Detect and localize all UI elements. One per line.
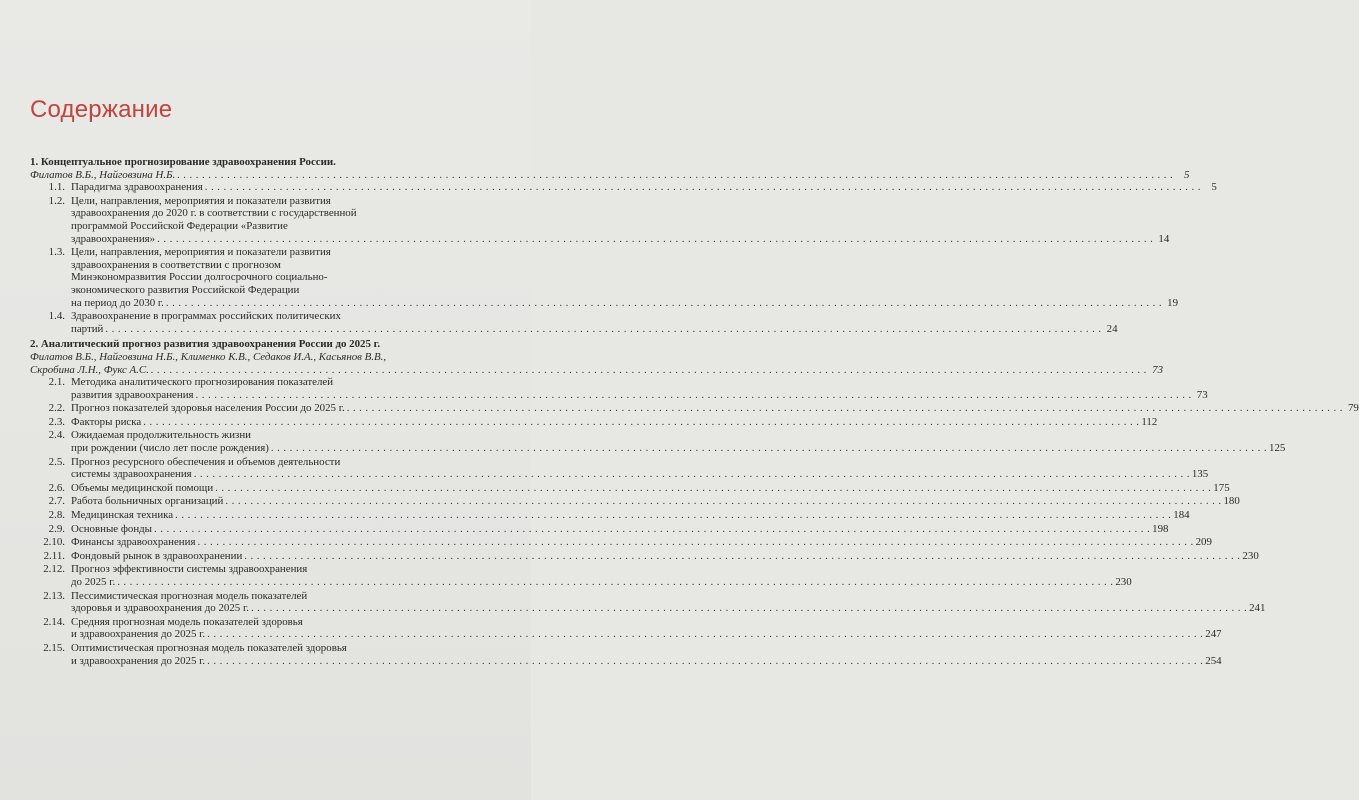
toc-leader-line <box>71 468 1208 481</box>
page-number: 230 <box>1115 576 1132 588</box>
toc-leader-line <box>71 442 1285 455</box>
toc-entry[interactable] <box>30 509 1190 522</box>
toc-entry[interactable] <box>30 481 1230 495</box>
section-title-line: здравоохранения в соответствии с прогнозом <box>71 258 281 271</box>
section-title-line: развития здравоохранения <box>71 388 194 401</box>
section-title-line: Ожидаемая продолжительность жизни <box>71 429 251 442</box>
toc-entry[interactable] <box>30 181 1217 194</box>
toc-entry[interactable] <box>30 246 1179 309</box>
section-title-line: Методика аналитического прогнозирования показателей <box>71 376 334 389</box>
page-number: 209 <box>1195 536 1212 549</box>
page-number: 175 <box>1213 481 1230 494</box>
toc-entry[interactable] <box>30 194 1170 245</box>
toc-leader-line <box>71 416 1157 429</box>
toc-leader-line <box>71 482 1230 495</box>
section-number: 1.3. <box>48 246 65 259</box>
section-number: 2.6. <box>48 481 65 494</box>
toc-leader-line <box>71 389 1208 402</box>
section-title-line: Прогноз ресурсного обеспечения и объемов деятельности <box>71 455 341 468</box>
page-number: 180 <box>1223 495 1240 508</box>
section-number: 2.14. <box>43 615 65 628</box>
page-number: 79 <box>1347 402 1359 415</box>
section-body <box>71 536 1212 549</box>
section-body <box>71 642 1222 667</box>
toc-entry[interactable] <box>30 615 1222 641</box>
dot-leader <box>166 297 1162 310</box>
toc-entry[interactable] <box>30 589 1266 615</box>
section-body <box>71 482 1230 495</box>
section-number: 2.8. <box>48 509 65 522</box>
section-title-line: Работа больничных организаций <box>71 495 224 508</box>
toc-entry[interactable] <box>30 402 1359 415</box>
toc-leader-line <box>71 655 1222 668</box>
section-title-line: Парадигма здравоохранения <box>71 181 203 194</box>
dot-leader <box>105 323 1101 336</box>
toc-entry[interactable] <box>30 563 1132 588</box>
section-title-line: при рождении (число лет после рождения) <box>71 442 269 455</box>
section-body <box>71 550 1259 563</box>
dot-leader <box>205 181 1201 194</box>
section-title-line: Финансы здравоохранения <box>71 536 196 549</box>
section-title-line: партий <box>71 322 104 335</box>
toc-leader-line <box>71 402 1359 415</box>
section-title-line: экономического развития Российской Федерации <box>71 283 300 296</box>
section-body <box>71 523 1169 536</box>
section-number: 1.4. <box>48 310 65 323</box>
section-title-line: и здравоохранения до 2025 г. <box>71 628 206 641</box>
toc-leader-line <box>71 602 1265 615</box>
dot-leader <box>225 495 1221 508</box>
chapter-title[interactable]: 2. Аналитический прогноз развития здравоохранения России до 2025 г. <box>30 338 381 351</box>
section-number: 2.12. <box>43 563 65 576</box>
section-number: 2.10. <box>43 536 65 549</box>
section-title-line: Прогноз эффективности системы здравоохранения <box>71 563 308 576</box>
section-title-line: Минэкономразвития России долгосрочного социально- <box>71 271 328 284</box>
toc-leader-line <box>71 181 1217 194</box>
toc-leader-line <box>71 628 1222 641</box>
dot-leader <box>207 655 1203 668</box>
section-title-line: до 2025 г. <box>71 576 116 588</box>
dot-leader <box>347 402 1343 415</box>
section-title-line: Основные фонды <box>71 522 153 535</box>
section-number: 2.9. <box>48 522 65 535</box>
chapter-authors <box>30 350 1164 376</box>
toc-leader-line <box>30 363 1164 377</box>
toc-entry[interactable] <box>30 415 1158 429</box>
section-title-line: на период до 2030 г. <box>71 296 164 309</box>
toc-entry[interactable] <box>30 429 1286 455</box>
toc-entry[interactable] <box>30 376 1208 401</box>
section-title-line: Фондовый рынок в здравоохранении <box>71 549 243 562</box>
section-number: 1.2. <box>48 194 65 207</box>
author-line: Филатов В.Б., Найговзина Н.Б. <box>30 168 176 181</box>
toc-leader-line <box>71 323 1118 336</box>
toc-leader-line <box>71 576 1132 589</box>
section-number: 2.13. <box>43 589 65 602</box>
section-body <box>71 495 1240 508</box>
section-body <box>71 310 1118 335</box>
page-number: 73 <box>1196 388 1208 401</box>
dot-leader <box>271 442 1267 455</box>
section-body <box>71 195 1169 245</box>
section-body <box>71 509 1190 522</box>
section-title-line: и здравоохранения до 2025 г. <box>71 654 206 667</box>
dot-leader <box>197 536 1193 549</box>
section-body <box>71 563 1132 588</box>
page-number: 112 <box>1141 415 1158 428</box>
dot-leader <box>194 468 1190 481</box>
toc-entry[interactable] <box>30 641 1222 667</box>
section-title-line: Здравоохранение в программах российских политических <box>71 310 341 323</box>
author-line: Скробина Л.Н., Фукс А.С. <box>30 363 149 376</box>
toc-leader-line <box>71 536 1212 549</box>
dot-leader <box>151 364 1147 377</box>
page-number: 241 <box>1249 602 1266 615</box>
page-number: 184 <box>1173 509 1190 522</box>
page-number: 5 <box>1183 168 1190 181</box>
section-body <box>71 402 1359 415</box>
dot-leader <box>244 550 1240 563</box>
page-number: 24 <box>1106 322 1118 335</box>
dot-leader <box>251 602 1247 615</box>
section-title-line: Объемы медицинской помощи <box>71 481 214 494</box>
toc-leader-line <box>30 168 1190 182</box>
section-title-line: Медицинская техника <box>71 509 174 522</box>
dot-leader <box>157 233 1153 246</box>
section-number: 2.11. <box>43 549 65 562</box>
page-number: 19 <box>1167 296 1179 309</box>
dot-leader <box>215 482 1211 495</box>
toc-entry[interactable] <box>30 536 1212 549</box>
dot-leader <box>143 416 1139 429</box>
toc-entry[interactable] <box>30 495 1240 508</box>
page-number: 254 <box>1205 654 1222 667</box>
section-title-line: здравоохранения до 2020 г. в соответствии с государственной <box>71 207 357 220</box>
author-line: Филатов В.Б., Найговзина Н.Б., Клименко К.В., Седаков И.А., Касьянов В.В., <box>30 350 387 363</box>
toc-entry[interactable] <box>30 455 1209 481</box>
section-number: 2.7. <box>48 495 65 508</box>
toc-leader-line <box>71 495 1240 508</box>
section-body <box>71 616 1222 641</box>
section-title-line: здоровья и здравоохранения до 2025 г. <box>71 602 249 615</box>
section-body <box>71 429 1285 454</box>
section-title-line: Факторы риска <box>71 415 142 428</box>
section-body <box>71 246 1178 309</box>
table-of-contents <box>30 155 1359 667</box>
section-body <box>71 590 1265 615</box>
page-number: 14 <box>1158 232 1170 245</box>
section-number: 2.1. <box>48 376 65 389</box>
toc-entry[interactable] <box>30 310 1118 335</box>
section-title-line: здравоохранения» <box>71 232 156 245</box>
section-body <box>71 376 1208 401</box>
section-body <box>71 416 1157 429</box>
toc-leader-line <box>71 523 1169 536</box>
section-title-line: системы здравоохранения <box>71 468 192 481</box>
section-title-line: Пессимистическая прогнозная модель показателей <box>71 589 308 602</box>
page-number: 198 <box>1152 522 1169 535</box>
section-title-line: программой Российской Федерации «Развитие <box>71 219 288 232</box>
page-number: 247 <box>1205 628 1222 641</box>
section-body <box>71 456 1208 481</box>
toc-leader-line <box>71 509 1190 522</box>
dot-leader <box>175 509 1171 522</box>
section-body <box>71 181 1217 194</box>
dot-leader <box>154 523 1150 536</box>
section-title-line: Цели, направления, мероприятия и показатели развития <box>71 246 331 259</box>
page-number: 73 <box>1152 363 1164 376</box>
section-title-line: Средняя прогнозная модель показателей здоровья <box>71 615 303 628</box>
section-title-line: Цели, направления, мероприятия и показатели развития <box>71 194 331 207</box>
section-number: 2.3. <box>48 415 65 428</box>
toc-leader-line <box>71 550 1259 563</box>
chapter-title[interactable]: 1. Концептуальное прогнозирование здравоохранения России. <box>30 156 336 168</box>
toc-entry[interactable] <box>30 522 1169 536</box>
page-number: 125 <box>1269 442 1286 455</box>
toc-leader-line <box>71 233 1169 246</box>
dot-leader <box>196 389 1192 402</box>
dot-leader <box>207 628 1203 641</box>
page-number: 135 <box>1191 468 1209 481</box>
chapter-authors <box>30 168 1190 182</box>
section-number: 2.2. <box>48 402 65 415</box>
dot-leader <box>117 576 1113 589</box>
dot-leader <box>177 169 1173 182</box>
section-title-line: Прогноз показателей здоровья населения России до 2025 г. <box>71 402 345 415</box>
section-number: 1.1. <box>48 181 65 194</box>
toc-leader-line <box>71 297 1178 310</box>
section-number: 2.15. <box>43 641 65 654</box>
toc-entry[interactable] <box>30 549 1259 563</box>
chapter-gap <box>30 335 482 337</box>
page-number: 5 <box>1211 181 1217 194</box>
section-title-line: Оптимистическая прогнозная модель показателей здоровья <box>71 641 347 654</box>
section-number: 2.4. <box>48 429 65 442</box>
page-title: Содержание <box>30 96 173 123</box>
page-number: 230 <box>1242 549 1259 562</box>
section-number: 2.5. <box>48 455 65 468</box>
